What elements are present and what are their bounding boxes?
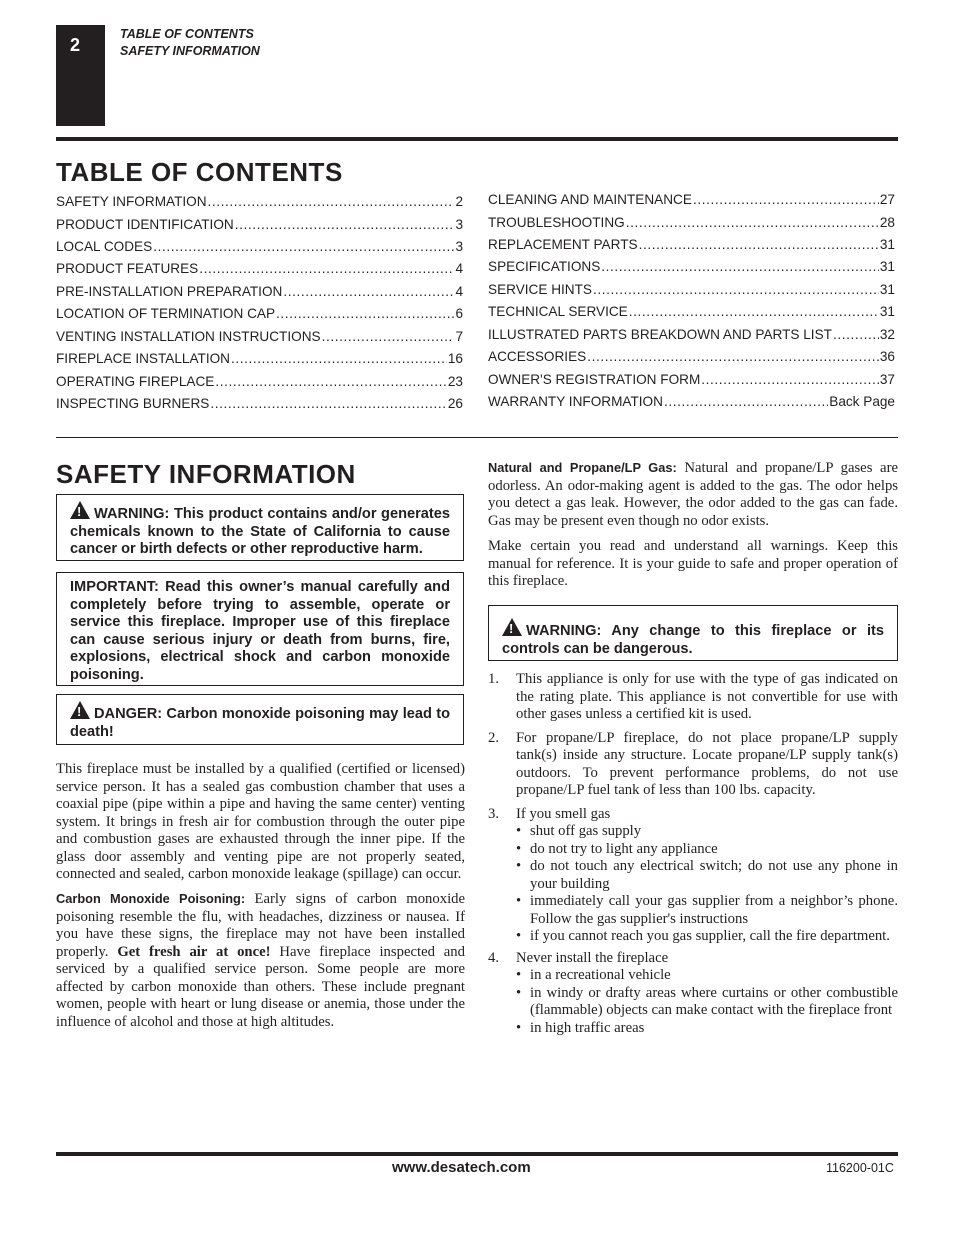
gas-paragraph xyxy=(488,459,898,530)
warning-icon xyxy=(502,618,522,636)
warning-text: WARNING: This product contains and/or generates chemicals known to the State of California to cause cancer or birth defects or other reproductive harm. xyxy=(70,506,450,558)
toc-entry[interactable]: ACCESSORIES ..... 36 xyxy=(488,349,895,367)
toc-entry[interactable]: SERVICE HINTS ..... 31 xyxy=(488,282,895,300)
toc-entry[interactable]: PRE-INSTALLATION PREPARATION ..... 4 xyxy=(56,284,463,302)
warning-box-california xyxy=(56,494,464,561)
danger-text: DANGER: Carbon monoxide poisoning may lead to death! xyxy=(70,706,450,740)
page-tab xyxy=(56,25,105,126)
installation-paragraph: This fireplace must be installed by a qualified (certified or licensed) service person. It has a sealed gas combustion chamber that uses a coaxial pipe (pipe within a pipe and having the same center) venting system. It brings in fresh air for combustion through the outer pipe and combustion gases are exhausted through the inner pipe. If the glass door assembly and venting pipe are not properly seated, connected and sealed, carbon monoxide leakage (spillage) can occur. xyxy=(56,761,465,882)
safety-title: SAFETY INFORMATION xyxy=(56,459,356,489)
bullet-item: • do not try to light any appliance xyxy=(516,841,898,859)
item-number: 3. xyxy=(488,805,500,822)
item-number: 1. xyxy=(488,671,500,687)
toc-entry[interactable]: WARRANTY INFORMATION ..... Back Page xyxy=(488,394,895,412)
item-text: This appliance is only for use with the type of gas indicated on the rating plate. This appliance is not convertible for use with other gases unless a certified kit is used. xyxy=(516,671,898,722)
bullet-item: • do not touch any electrical switch; do not use any phone in your building xyxy=(516,858,898,893)
gas-text: Natural and propane/LP gases are odorless. An odor-making agent is added to the gas. The odor helps you detect a gas leak. However, the odor added to the gas can fade. Gas may be present even though no odor exists. xyxy=(488,460,898,529)
warning-icon xyxy=(70,501,90,519)
toc-entry[interactable]: REPLACEMENT PARTS ..... 31 xyxy=(488,237,895,255)
bullet-item: • if you cannot reach you gas supplier, call the fire department. xyxy=(516,928,898,946)
warning-box-changes xyxy=(488,605,898,661)
item-number: 2. xyxy=(488,729,500,746)
bullet-item: • in a recreational vehicle xyxy=(516,967,898,985)
toc-entry[interactable]: FIREPLACE INSTALLATION ..... 16 xyxy=(56,351,463,369)
gas-lead: Natural and Propane/LP Gas: xyxy=(488,460,677,475)
co-lead: Carbon Monoxide Poisoning: xyxy=(56,891,246,906)
list-item xyxy=(488,950,898,1038)
list-item xyxy=(488,730,898,800)
toc-entry[interactable]: INSPECTING BURNERS ..... 26 xyxy=(56,396,463,414)
toc-entry[interactable]: VENTING INSTALLATION INSTRUCTIONS ..... 7 xyxy=(56,329,463,347)
warning-icon xyxy=(70,701,90,719)
item-text: If you smell gas xyxy=(516,805,611,822)
running-header-line1: TABLE OF CONTENTS xyxy=(120,27,254,41)
toc-entry[interactable]: TECHNICAL SERVICE ..... 31 xyxy=(488,304,895,322)
toc-entry[interactable]: LOCATION OF TERMINATION CAP ..... 6 xyxy=(56,306,463,324)
read-warnings-paragraph: Make certain you read and understand all warnings. Keep this manual for reference. It is your guide to safe and proper operation of this fireplace. xyxy=(488,538,898,589)
item-text: Never install the fireplace xyxy=(516,949,669,966)
list-item xyxy=(488,671,898,724)
document-code: 116200-01C xyxy=(826,1161,894,1175)
bullet-item: • in windy or drafty areas where curtains or other combustible (flammable) objects can make contact with the fireplace front xyxy=(516,985,898,1020)
bullet-item: • immediately call your gas supplier from a neighbor’s phone. Follow the gas supplier's instructions xyxy=(516,893,898,928)
toc-entry[interactable]: OWNER'S REGISTRATION FORM ..... 37 xyxy=(488,372,895,390)
item-text: For propane/LP fireplace, do not place propane/LP supply tank(s) inside any structure. Locate propane/LP supply tank(s) outdoors. To prevent performance problems, do not use propane/LP fuel tank of less than 100 lbs. capacity. xyxy=(516,729,898,798)
footer-url[interactable]: www.desatech.com xyxy=(392,1159,531,1176)
running-header-line2: SAFETY INFORMATION xyxy=(120,44,260,58)
carbon-monoxide-paragraph xyxy=(56,890,465,1031)
co-emphasis: Get fresh air at once! xyxy=(117,943,271,960)
toc-entry[interactable]: LOCAL CODES ..... 3 xyxy=(56,239,463,257)
item-number: 4. xyxy=(488,949,500,966)
important-box xyxy=(56,572,464,686)
safety-list xyxy=(488,671,898,1037)
important-text: IMPORTANT: Read this owner’s manual carefully and completely before trying to assemble, operate or service this fireplace. Improper use of this fireplace can cause serious injury or death from burns, fire, explosions, electrical shock and carbon monoxide poisoning. xyxy=(70,579,450,683)
section-divider xyxy=(56,437,898,438)
toc-entry[interactable]: PRODUCT FEATURES ..... 4 xyxy=(56,261,463,279)
co-text-continued: Have fireplace inspected and serviced by a qualified service person. Some people are more affected by carbon monoxide than others. These include pregnant women, people with heart or lung disease or anemia, those under the influence of alcohol and those at high altitudes. xyxy=(56,943,465,1030)
bullet-item: • in high traffic areas xyxy=(516,1020,898,1038)
co-text: Early signs of carbon monoxide poisoning resemble the flu, with headaches, dizziness or nausea. If you have these signs, the fireplace may not have been installed properly. xyxy=(56,891,466,960)
toc-entry[interactable]: SPECIFICATIONS ..... 31 xyxy=(488,259,895,277)
bullet-item: • shut off gas supply xyxy=(516,823,898,841)
danger-box xyxy=(56,694,464,745)
toc-entry[interactable]: PRODUCT IDENTIFICATION ..... 3 xyxy=(56,217,463,235)
page-number: 2 xyxy=(70,35,81,55)
toc-entry[interactable]: TROUBLESHOOTING ..... 28 xyxy=(488,215,895,233)
warning-text: WARNING: Any change to this fireplace or its controls can be dangerous. xyxy=(502,623,884,657)
toc-entry[interactable]: ILLUSTRATED PARTS BREAKDOWN AND PARTS LIST ..... 32 xyxy=(488,327,895,345)
header-rule xyxy=(56,137,898,141)
toc-title: TABLE OF CONTENTS xyxy=(56,157,343,187)
toc-entry[interactable]: OPERATING FIREPLACE ..... 23 xyxy=(56,374,463,392)
running-header xyxy=(120,26,260,60)
footer-rule xyxy=(56,1152,898,1156)
toc-entry[interactable]: SAFETY INFORMATION ..... 2 xyxy=(56,194,463,212)
toc-entry[interactable]: CLEANING AND MAINTENANCE ..... 27 xyxy=(488,192,895,210)
list-item xyxy=(488,806,898,946)
